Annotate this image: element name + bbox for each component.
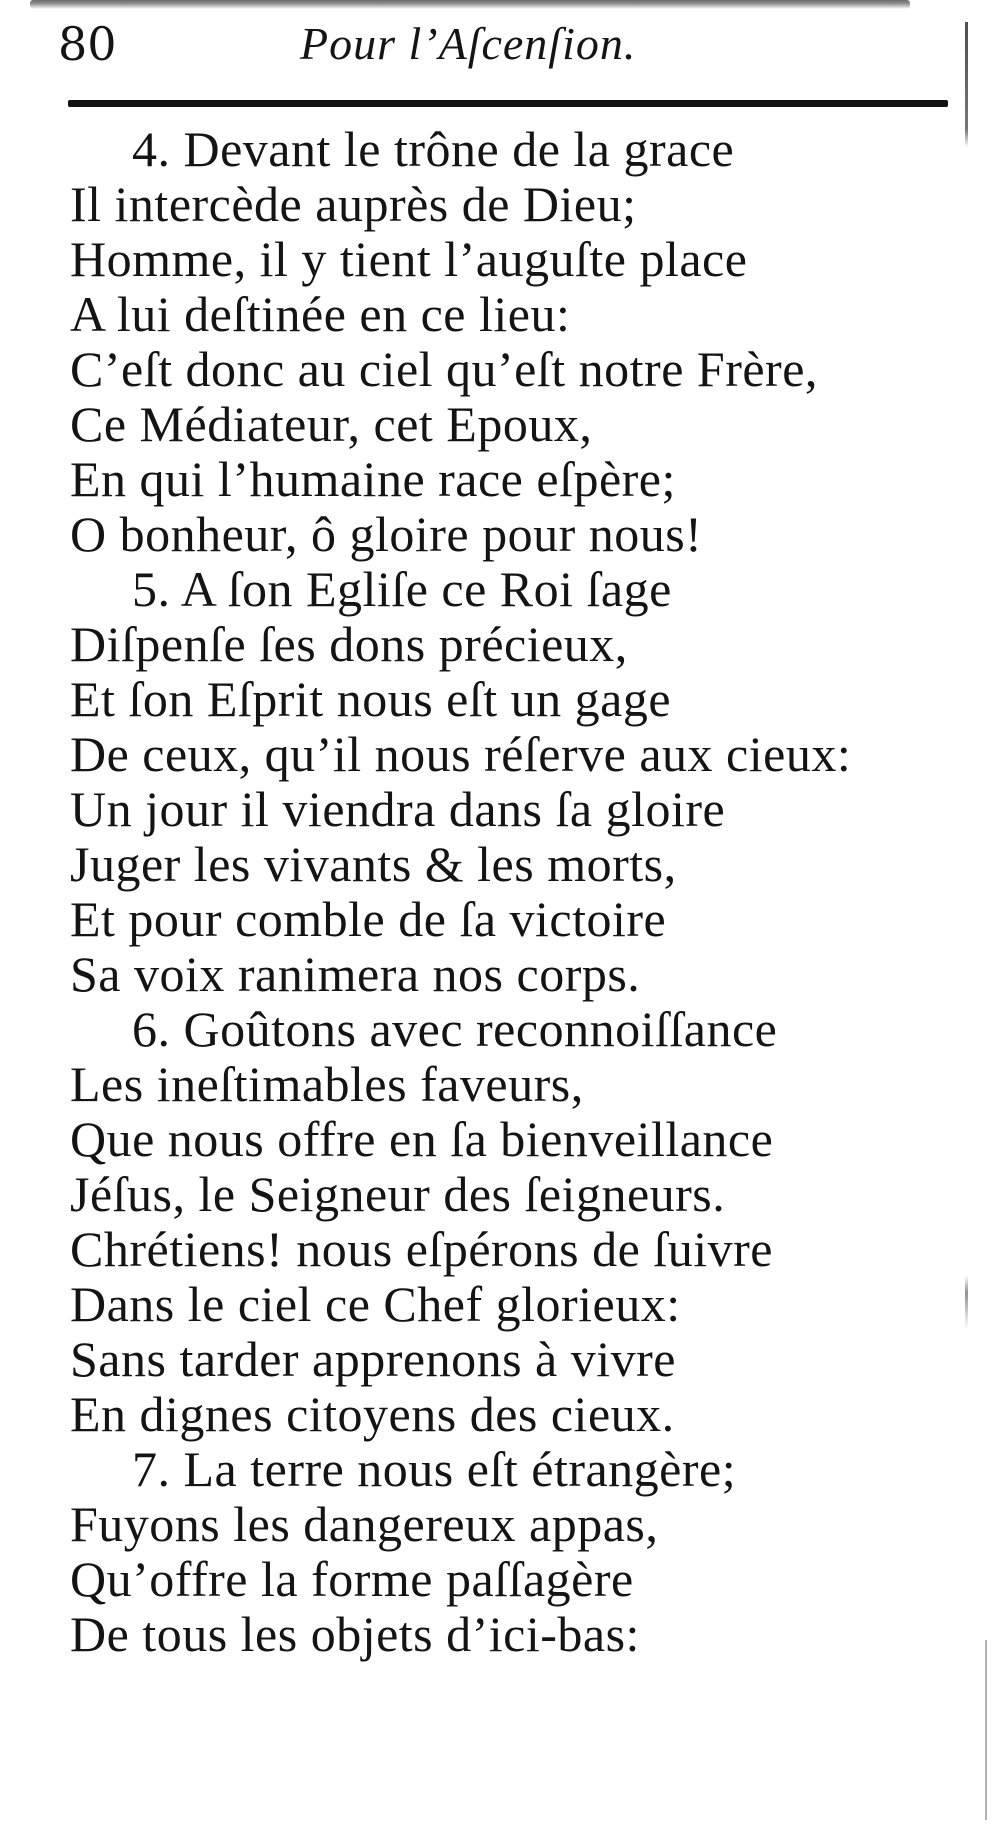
hymn-text	[70, 122, 970, 1662]
verse-line: Jéſus, le Seigneur des ſeigneurs.	[70, 1166, 726, 1222]
verse-line: Fuyons les dangereux appas,	[70, 1496, 659, 1552]
verse-line: Diſpenſe ſes dons précieux,	[70, 616, 628, 672]
verse-line: O bonheur, ô gloire pour nous!	[70, 506, 703, 562]
verse-line: 5. A ſon Egliſe ce Roi ſage	[132, 561, 672, 617]
verse-line: Homme, il y tient l’auguſte place	[70, 231, 748, 287]
verse-line: 7. La terre nous eſt étrangère;	[132, 1441, 737, 1497]
verse-line: Juger les vivants & les morts,	[70, 836, 677, 892]
verse-line: De ceux, qu’il nous réſerve aux cieux:	[70, 726, 852, 782]
header-rule	[68, 100, 948, 107]
verse-line: 6. Goûtons avec reconnoiſſance	[132, 1001, 778, 1057]
verse-line: Ce Médiateur, cet Epoux,	[70, 396, 593, 452]
page-edge-line-lower	[985, 1640, 987, 1820]
verse-line: Sa voix ranimera nos corps.	[70, 946, 641, 1002]
verse-line: Qu’offre la forme paſſagère	[70, 1551, 634, 1607]
verse-line: Il intercède auprès de Dieu;	[70, 176, 637, 232]
verse-line: A lui deſtinée en ce lieu:	[70, 286, 571, 342]
verse-line: Chrétiens! nous eſpérons de ſuivre	[70, 1221, 773, 1277]
verse-line: De tous les objets d’ici-bas:	[70, 1606, 640, 1662]
verse-line: 4. Devant le trône de la grace	[132, 121, 735, 177]
verse-line: Un jour il viendra dans ſa gloire	[70, 781, 726, 837]
verse-line: En dignes citoyens des cieux.	[70, 1386, 675, 1442]
verse-line: C’eſt donc au ciel qu’eſt notre Frère,	[70, 341, 818, 397]
running-title: Pour l’Aſcenſion.	[300, 18, 637, 69]
verse-line: Sans tarder apprenons à vivre	[70, 1331, 676, 1387]
verse-line: Que nous offre en ſa bienveillance	[70, 1111, 774, 1167]
verse-line: Et ſon Eſprit nous eſt un gage	[70, 671, 672, 727]
verse-line: Les ineſtimables faveurs,	[70, 1056, 584, 1112]
scan-edge-smudge	[30, 0, 910, 9]
page-number: 80	[58, 17, 117, 71]
verse-line: En qui l’humaine race eſpère;	[70, 451, 676, 507]
verse-line: Dans le ciel ce Chef glorieux:	[70, 1276, 681, 1332]
verse-line: Et pour comble de ſa victoire	[70, 891, 667, 947]
